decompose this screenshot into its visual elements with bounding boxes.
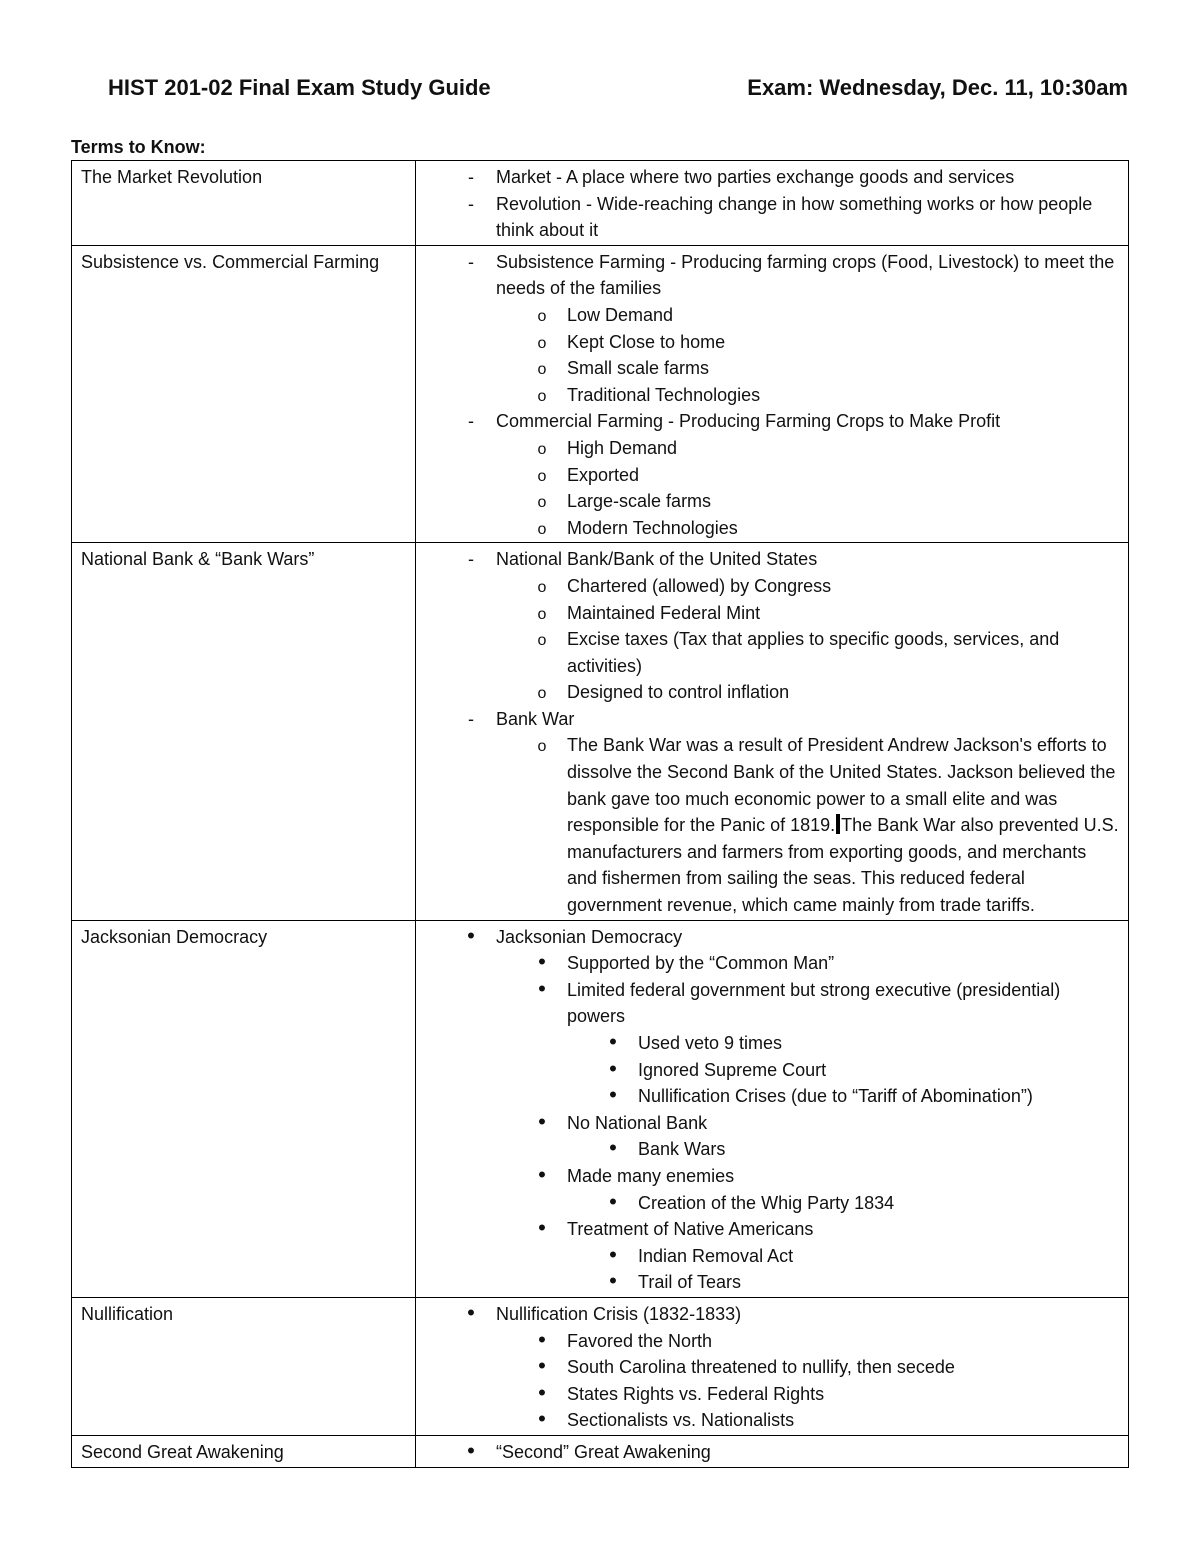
definition-cell bbox=[416, 1435, 1129, 1467]
list-item bbox=[496, 1328, 1120, 1355]
table-row bbox=[72, 245, 1129, 543]
definition-list bbox=[425, 924, 1120, 1296]
list-item-text: Large-scale farms bbox=[567, 491, 712, 512]
circle-bullet-icon bbox=[532, 329, 552, 358]
circle-bullet-icon bbox=[532, 382, 552, 411]
terms-table-body bbox=[72, 161, 1129, 1468]
bullet-icon bbox=[532, 1407, 552, 1434]
list-item bbox=[496, 1354, 1120, 1381]
definition-list bbox=[496, 1136, 1120, 1163]
list-item bbox=[425, 924, 1120, 951]
list-item bbox=[425, 249, 1120, 302]
nested-list-wrapper bbox=[496, 1190, 1120, 1217]
list-item-text: Creation of the Whig Party 1834 bbox=[638, 1192, 895, 1213]
list-item-text: Bank War bbox=[496, 708, 575, 729]
list-item bbox=[496, 600, 1120, 627]
dash-bullet-icon bbox=[461, 249, 481, 276]
list-item-text: Nullification Crisis (1832-1833) bbox=[496, 1303, 742, 1324]
list-item-text: Supported by the “Common Man” bbox=[567, 953, 835, 974]
definition-list bbox=[425, 1328, 1120, 1434]
list-item bbox=[496, 382, 1120, 409]
term-cell: Second Great Awakening bbox=[72, 1435, 416, 1467]
list-item bbox=[425, 706, 1120, 733]
list-item-text: Exported bbox=[567, 464, 640, 485]
circle-bullet-icon bbox=[532, 355, 552, 384]
list-item-text: South Carolina threatened to nullify, then secede bbox=[567, 1357, 955, 1378]
list-item bbox=[496, 1216, 1120, 1243]
definition-cell bbox=[416, 245, 1129, 543]
nested-list-wrapper bbox=[496, 1243, 1120, 1296]
list-item-text: “Second” Great Awakening bbox=[496, 1441, 711, 1462]
list-item-text: Limited federal government but strong executive (presidential) powers bbox=[567, 979, 1061, 1027]
list-item-text: Treatment of Native Americans bbox=[567, 1219, 814, 1240]
list-item bbox=[496, 679, 1120, 706]
bullet-icon bbox=[603, 1057, 623, 1084]
list-item-text: Jacksonian Democracy bbox=[496, 926, 683, 947]
list-item bbox=[496, 302, 1120, 329]
list-item-text: Ignored Supreme Court bbox=[638, 1059, 827, 1080]
list-item bbox=[496, 977, 1120, 1030]
list-item-text: Traditional Technologies bbox=[567, 384, 761, 405]
list-item-text: Chartered (allowed) by Congress bbox=[567, 575, 832, 596]
bullet-icon bbox=[603, 1030, 623, 1057]
nested-list-wrapper bbox=[425, 950, 1120, 1296]
bullet-icon bbox=[532, 1216, 552, 1243]
nested-list-wrapper bbox=[425, 435, 1120, 541]
circle-bullet-icon bbox=[532, 302, 552, 331]
definition-list bbox=[425, 1301, 1120, 1434]
list-item bbox=[567, 1190, 1120, 1217]
list-item-text: States Rights vs. Federal Rights bbox=[567, 1383, 825, 1404]
list-item bbox=[496, 1110, 1120, 1137]
list-item-text: Indian Removal Act bbox=[638, 1245, 794, 1266]
list-item-text: Excise taxes (Tax that applies to specific goods, services, and activities) bbox=[567, 629, 1060, 676]
list-item-text: Favored the North bbox=[567, 1330, 713, 1351]
list-item-text: Low Demand bbox=[567, 304, 674, 325]
definition-list bbox=[425, 302, 1120, 408]
nested-list-wrapper bbox=[425, 302, 1120, 408]
definition-cell bbox=[416, 161, 1129, 246]
list-item bbox=[567, 1083, 1120, 1110]
definition-list bbox=[425, 950, 1120, 1296]
list-item-text: Used veto 9 times bbox=[638, 1033, 783, 1053]
nested-list-wrapper bbox=[496, 1136, 1120, 1163]
table-row bbox=[72, 1297, 1129, 1435]
bullet-icon bbox=[461, 1439, 481, 1466]
definition-list bbox=[425, 164, 1120, 244]
list-item bbox=[496, 355, 1120, 382]
bullet-icon bbox=[603, 1190, 623, 1217]
list-item bbox=[425, 164, 1120, 191]
bullet-icon bbox=[532, 1163, 552, 1190]
nested-list-wrapper bbox=[425, 573, 1120, 706]
list-item-text: Nullification Crises (due to “Tariff of Abomination”) bbox=[638, 1086, 1033, 1107]
table-row bbox=[72, 1435, 1129, 1467]
list-item-text: Market - A place where two parties exchange goods and services bbox=[496, 167, 1015, 187]
definition-list bbox=[496, 1030, 1120, 1110]
list-item-text: National Bank/Bank of the United States bbox=[496, 549, 818, 570]
circle-bullet-icon bbox=[532, 515, 552, 544]
circle-bullet-icon bbox=[532, 435, 552, 464]
list-item-text: High Demand bbox=[567, 437, 678, 458]
bullet-icon bbox=[532, 1354, 552, 1381]
term-cell: National Bank & “Bank Wars” bbox=[72, 543, 416, 920]
dash-bullet-icon bbox=[461, 408, 481, 435]
list-item bbox=[567, 1243, 1120, 1270]
circle-bullet-icon bbox=[532, 488, 552, 517]
list-item-text: Kept Close to home bbox=[567, 331, 726, 352]
list-item bbox=[425, 408, 1120, 435]
definition-list bbox=[496, 1190, 1120, 1217]
list-item-text: Made many enemies bbox=[567, 1165, 735, 1186]
list-item bbox=[567, 1136, 1120, 1163]
definition-list bbox=[425, 249, 1120, 542]
list-item-text: Maintained Federal Mint bbox=[567, 602, 761, 623]
nested-list-wrapper bbox=[425, 732, 1120, 918]
bullet-icon bbox=[461, 924, 481, 951]
definition-list bbox=[496, 1243, 1120, 1296]
definition-list bbox=[425, 435, 1120, 541]
exam-date: Exam: Wednesday, Dec. 11, 10:30am bbox=[747, 75, 1128, 100]
list-item bbox=[425, 546, 1120, 573]
list-item bbox=[425, 191, 1120, 244]
circle-bullet-icon bbox=[532, 626, 552, 655]
nested-list-wrapper bbox=[425, 1328, 1120, 1434]
definition-list bbox=[425, 546, 1120, 918]
list-item-text: Trail of Tears bbox=[638, 1272, 742, 1293]
nested-list-wrapper bbox=[496, 1030, 1120, 1110]
document-header bbox=[108, 75, 1128, 105]
bullet-icon bbox=[603, 1269, 623, 1296]
list-item bbox=[425, 1301, 1120, 1328]
definition-cell bbox=[416, 920, 1129, 1297]
definition-list bbox=[425, 732, 1120, 918]
circle-bullet-icon bbox=[532, 573, 552, 602]
list-item bbox=[496, 950, 1120, 977]
list-item-text: Small scale farms bbox=[567, 358, 710, 379]
bullet-icon bbox=[532, 977, 552, 1004]
term-cell: The Market Revolution bbox=[72, 161, 416, 246]
dash-bullet-icon bbox=[461, 706, 481, 733]
dash-bullet-icon bbox=[461, 164, 481, 191]
bullet-icon bbox=[532, 1110, 552, 1137]
list-item bbox=[496, 435, 1120, 462]
bullet-icon bbox=[603, 1243, 623, 1270]
table-row bbox=[72, 543, 1129, 920]
list-item bbox=[567, 1057, 1120, 1084]
bullet-icon bbox=[532, 1381, 552, 1408]
definition-list bbox=[425, 1439, 1120, 1466]
list-item-text: Modern Technologies bbox=[567, 517, 738, 538]
circle-bullet-icon bbox=[532, 462, 552, 491]
list-item-text: Designed to control inflation bbox=[567, 682, 790, 703]
terms-heading: Terms to Know: bbox=[71, 137, 206, 157]
dash-bullet-icon bbox=[461, 546, 481, 573]
term-cell: Jacksonian Democracy bbox=[72, 920, 416, 1297]
list-item bbox=[496, 732, 1120, 918]
definition-cell bbox=[416, 1297, 1129, 1435]
bullet-icon bbox=[532, 950, 552, 977]
bullet-icon bbox=[461, 1301, 481, 1328]
list-item bbox=[425, 1439, 1120, 1466]
list-item bbox=[496, 1163, 1120, 1190]
list-item bbox=[567, 1269, 1120, 1296]
term-cell: Nullification bbox=[72, 1297, 416, 1435]
list-item-text-continued: The Bank War also prevented U.S. manufacturers and farmers from exporting goods, and merchants and fishermen from sailing the seas. This reduced federal government revenue, which came mainly from trade tariffs. bbox=[567, 815, 1119, 916]
list-item-text: Sectionalists vs. Nationalists bbox=[567, 1410, 795, 1431]
circle-bullet-icon bbox=[532, 732, 552, 761]
definition-cell bbox=[416, 543, 1129, 920]
circle-bullet-icon bbox=[532, 600, 552, 629]
bullet-icon bbox=[603, 1136, 623, 1163]
list-item bbox=[496, 573, 1120, 600]
list-item bbox=[496, 462, 1120, 489]
circle-bullet-icon bbox=[532, 679, 552, 708]
list-item bbox=[496, 1381, 1120, 1408]
list-item bbox=[496, 1407, 1120, 1434]
list-item bbox=[567, 1030, 1120, 1057]
list-item bbox=[496, 626, 1120, 679]
list-item-text: No National Bank bbox=[567, 1112, 708, 1133]
bullet-icon bbox=[532, 1328, 552, 1355]
list-item-text: The Bank War was a result of President Andrew Jackson's efforts to dissolve the Second Bank of the United States. Jackson believed the bank gave too much economic power to a small elite and was responsible for the Panic of 1819. bbox=[567, 735, 1116, 836]
document-title: HIST 201-02 Final Exam Study Guide bbox=[108, 75, 491, 100]
list-item-text: Bank Wars bbox=[638, 1139, 726, 1160]
list-item-text: Commercial Farming - Producing Farming Crops to Make Profit bbox=[496, 411, 1001, 432]
list-item-text: Subsistence Farming - Producing farming crops (Food, Livestock) to meet the needs of the families bbox=[496, 251, 1115, 299]
text-cursor bbox=[836, 814, 840, 834]
list-item bbox=[496, 329, 1120, 356]
dash-bullet-icon bbox=[461, 191, 481, 218]
bullet-icon bbox=[603, 1083, 623, 1110]
list-item bbox=[496, 488, 1120, 515]
list-item-text: Revolution - Wide-reaching change in how something works or how people think about it bbox=[496, 193, 1093, 241]
term-cell: Subsistence vs. Commercial Farming bbox=[72, 245, 416, 543]
list-item bbox=[496, 515, 1120, 542]
table-row bbox=[72, 920, 1129, 1297]
table-row bbox=[72, 161, 1129, 246]
definition-list bbox=[425, 573, 1120, 706]
terms-table bbox=[71, 160, 1129, 1468]
